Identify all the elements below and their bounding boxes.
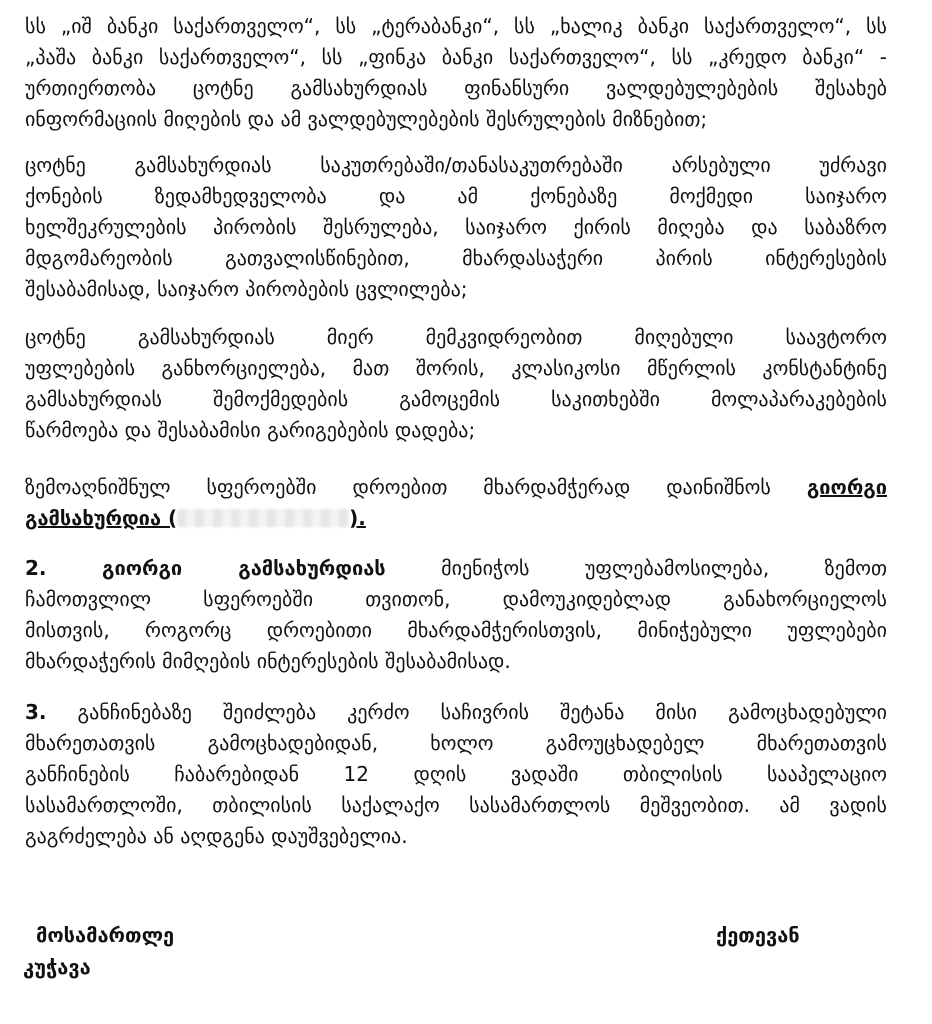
item-number: 2.: [25, 556, 47, 580]
appointment-text: ზემოაღნიშნულ სფეროებში დროებით მხარდამჭერად დაინიშნოს: [25, 475, 771, 499]
text-line: ცოტნე გამსახურდიას მიერ მემკვიდრეობით მიღებული საავტორო: [25, 325, 887, 349]
text-line: „პაშა ბანკი საქართველო“, სს „ფინკა ბანკი საქართველო“, სს „კრედო ბანკი“ -: [25, 45, 887, 69]
text-line: წარმოება და შესაბამისი გარიგებების დადება;: [25, 418, 476, 442]
text-line: გაგრძელება ან აღდგენა დაუშვებელია.: [25, 824, 408, 848]
text-line: მხარეთათვის გამოცხადებიდან, ხოლო გამოუცხადებელ მხარეთათვის: [25, 731, 887, 755]
appointee-last-name: გამსახურდია (: [25, 506, 178, 530]
item-number: 3.: [25, 700, 47, 724]
signature-first-name: ქეთევან: [716, 923, 800, 947]
paragraph-3-appeal: [25, 697, 887, 852]
text-line: [25, 553, 887, 584]
text-line: ურთიერთობა ცოტნე გამსახურდიას ფინანსური ვალდებულებების შესახებ: [25, 76, 887, 100]
appointee-name-close: ).: [349, 506, 366, 530]
text-line: ინფორმაციის მიღების და ამ ვალდებულებების შესრულების მიზნებით;: [25, 107, 708, 131]
paragraph-2-authority: [25, 553, 887, 677]
redacted-id: [177, 509, 349, 527]
text-line: განჩინების ჩაბარებიდან 12 დღის ვადაში თბილისის სააპელაციო: [25, 762, 887, 786]
paragraph-banks: [25, 11, 887, 135]
text-line: სასამართლოში, თბილისის საქალაქო სასამართლოს მეშვეობით. ამ ვადის: [25, 793, 887, 817]
text-line: შესაბამისად, საიჯარო პირობების ცვლილება;: [25, 277, 468, 301]
text-line: [25, 472, 887, 503]
text-line: ჩამოთვლილ სფეროებში თვითონ, დამოუკიდებლად განახორციელოს: [25, 587, 887, 611]
text-line: ცოტნე გამსახურდიას საკუთრებაში/თანასაკუთრებაში არსებული უძრავი: [25, 153, 887, 177]
appointee-first-name: გიორგი: [806, 475, 888, 499]
text-line: მდგომარეობის გათვალისწინებით, მხარდასაჭერი პირის ინტერესების: [25, 246, 887, 270]
text-line: სს „იშ ბანკი საქართველო“, სს „ტერაბანკი“, სს „ხალიკ ბანკი საქართველო“, სს: [25, 14, 887, 38]
text-fragment: განჩინებაზე შეიძლება კერძო საჩივრის შეტანა მისი გამოცხადებული: [77, 700, 888, 724]
paragraph-property: [25, 150, 887, 305]
text-line: მხარდაჭერის მიმღების ინტერესების შესაბამისად.: [25, 649, 511, 673]
bold-name: გიორგი გამსახურდიას: [102, 556, 386, 580]
text-line: ქონების ზედამხედველობა და ამ ქონებაზე მოქმედი საიჯარო: [25, 184, 887, 208]
text-line: უფლებების განხორციელება, მათ შორის, კლასიკოსი მწერლის კონსტანტინე: [25, 356, 887, 380]
text-fragment: მიენიჭოს უფლებამოსილება, ზემოთ: [441, 556, 888, 580]
text-line: ხელშეკრულების პირობის შესრულება, საიჯარო ქირის მიღება და საბაზრო: [25, 215, 887, 239]
text-line: გამსახურდიას შემოქმედების გამოცემის საკითხებში მოლაპარაკებების: [25, 387, 887, 411]
paragraph-appointment: [25, 472, 887, 534]
text-line: [25, 697, 887, 728]
appointee-name-line: [25, 503, 887, 534]
signature-last-name: კუჭავა: [23, 955, 91, 979]
paragraph-copyright: [25, 322, 887, 446]
text-line: მისთვის, როგორც დროებითი მხარდამჭერისთვის, მინიჭებული უფლებები: [25, 618, 887, 642]
signature-title: მოსამართლე: [36, 923, 175, 947]
